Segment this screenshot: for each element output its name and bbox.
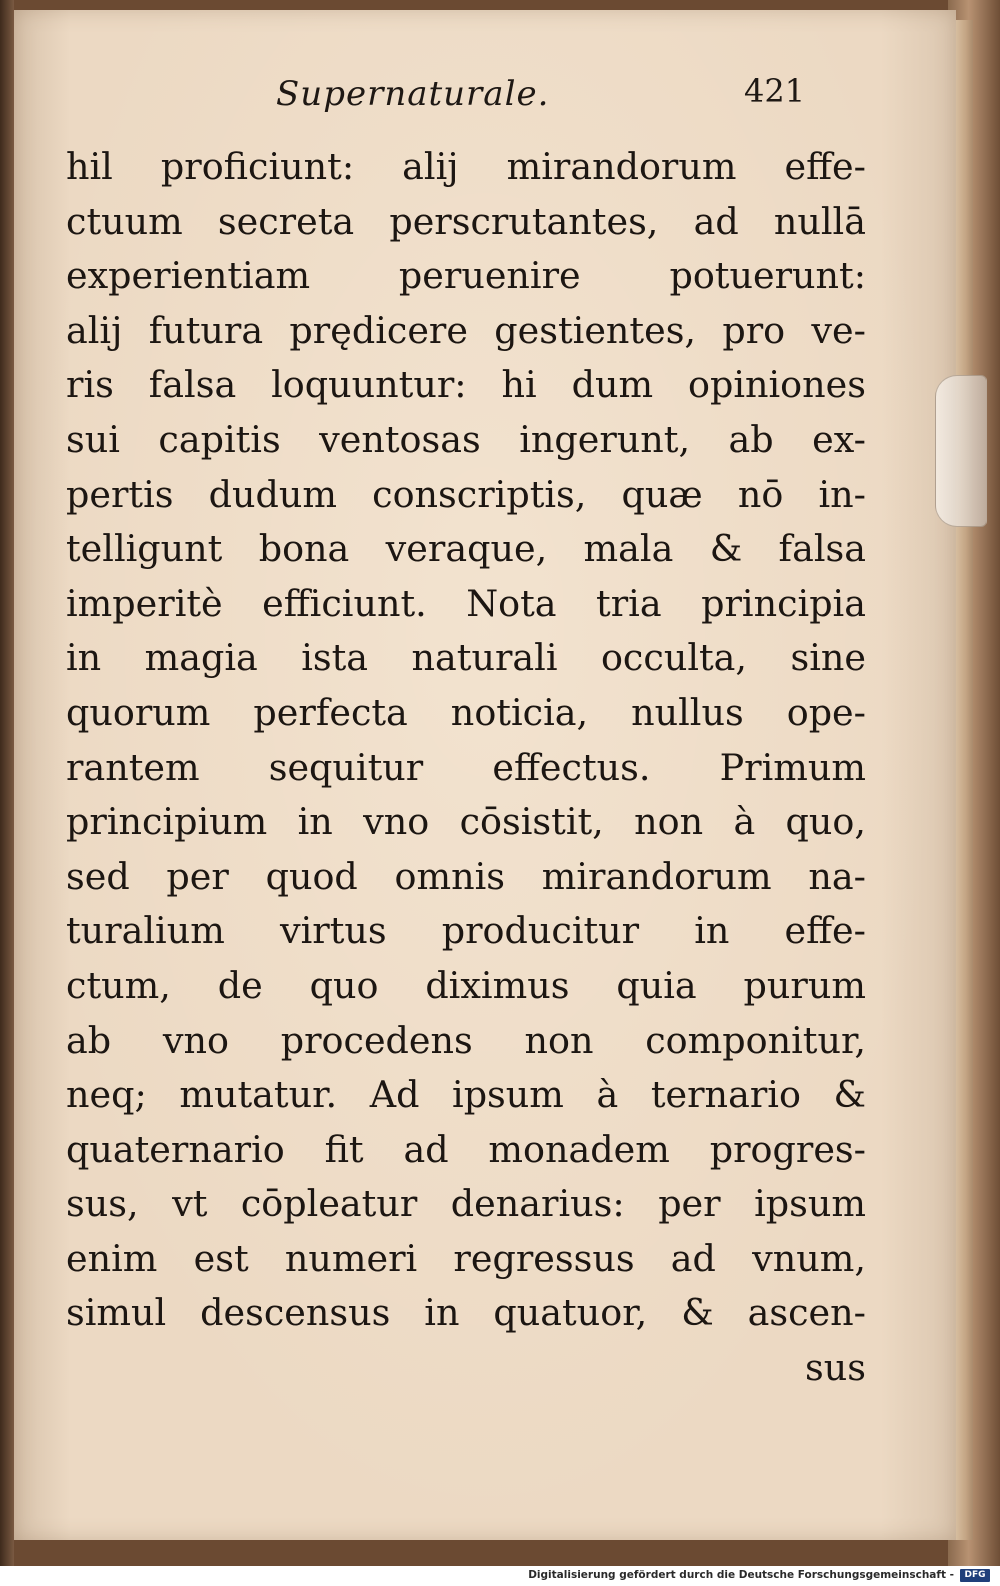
text-line: pertis dudum conscriptis, quæ nō in- bbox=[66, 472, 866, 516]
text-line: in magia ista naturali occulta, sine bbox=[66, 636, 866, 680]
page-stack-edge bbox=[955, 20, 973, 1540]
text-line: telligunt bona veraque, mala & falsa bbox=[66, 527, 866, 571]
text-line: quorum perfecta noticia, nullus ope- bbox=[66, 690, 866, 734]
text-line: enim est numeri regressus ad vnum, bbox=[66, 1236, 866, 1280]
catchword: sus bbox=[805, 1346, 866, 1390]
text-line: hil proficiunt: alij mirandorum effe- bbox=[66, 145, 866, 188]
text-line: ab vno procedens non componitur, bbox=[66, 1018, 866, 1062]
text-line: sui capitis ventosas ingerunt, ab ex- bbox=[66, 417, 866, 461]
text-line: sus, vt cōpleatur denarius: per ipsum bbox=[66, 1182, 866, 1226]
dfg-logo: DFG bbox=[960, 1569, 990, 1582]
text-line: ctum, de quo diximus quia purum bbox=[66, 963, 866, 1007]
bookmark-tab bbox=[935, 375, 987, 527]
body-text bbox=[66, 140, 866, 1396]
page-number: 421 bbox=[744, 72, 806, 110]
text-line: turalium virtus producitur in effe- bbox=[66, 909, 866, 953]
book-cover-left-edge bbox=[0, 0, 14, 1566]
text-line: simul descensus in quatuor, & ascen- bbox=[66, 1291, 866, 1335]
text-line: neq; mutatur. Ad ipsum à ternario & bbox=[66, 1073, 866, 1117]
text-line: sed per quod omnis mirandorum na- bbox=[66, 854, 866, 898]
text-line: experientiam peruenire potuerunt: bbox=[66, 254, 866, 298]
book-page bbox=[14, 10, 956, 1540]
text-line: quaternario fit ad monadem progres- bbox=[66, 1127, 866, 1171]
text-line: rantem sequitur effectus. Primum bbox=[66, 745, 866, 789]
footer-bar bbox=[0, 1566, 1000, 1586]
text-line: principium in vno cōsistit, non à quo, bbox=[66, 800, 866, 844]
text-line: ctuum secreta perscrutantes, ad nullā bbox=[66, 199, 866, 243]
text-line: alij futura prędicere gestientes, pro ve- bbox=[66, 308, 866, 352]
text-line: imperitè efficiunt. Nota tria principia bbox=[66, 581, 866, 625]
running-head: Supernaturale. bbox=[276, 74, 550, 114]
funding-credit: Digitalisierung gefördert durch die Deutsche Forschungsgemeinschaft - bbox=[528, 1569, 954, 1581]
text-line: ris falsa loquuntur: hi dum opiniones bbox=[66, 363, 866, 407]
